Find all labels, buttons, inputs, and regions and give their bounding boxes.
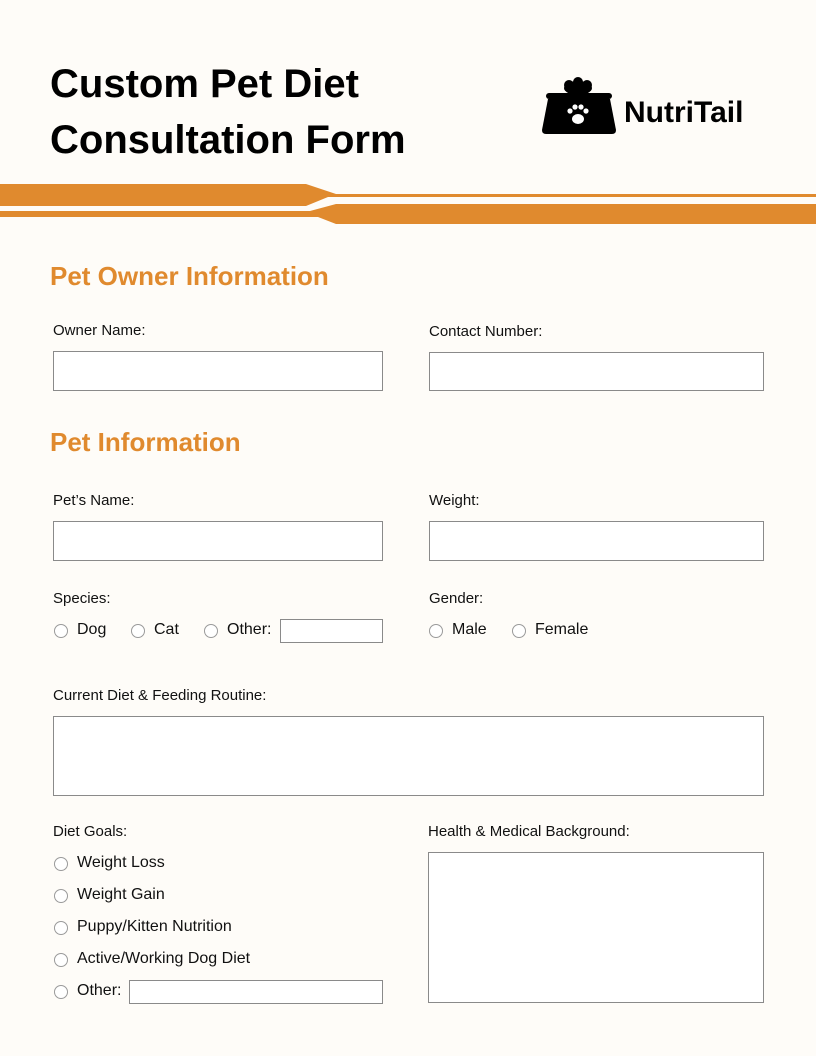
health-textarea[interactable]	[428, 852, 764, 1003]
gender-female-label: Female	[535, 621, 589, 638]
pet-name-label: Pet’s Name:	[53, 492, 135, 509]
diet-routine-textarea[interactable]	[53, 716, 764, 796]
species-cat-label: Cat	[154, 621, 179, 638]
gender-male-radio[interactable]	[429, 624, 443, 638]
brand-logo	[538, 76, 778, 140]
goal-puppy-kitten-label: Puppy/Kitten Nutrition	[77, 918, 232, 935]
goal-puppy-kitten-radio[interactable]	[54, 921, 68, 935]
owner-name-label: Owner Name:	[53, 322, 146, 339]
section-title-pet: Pet Information	[50, 427, 241, 457]
gender-male-label: Male	[452, 621, 487, 638]
pet-bowl-icon	[538, 76, 620, 138]
contact-number-label: Contact Number:	[429, 323, 543, 340]
species-dog-radio[interactable]	[54, 624, 68, 638]
goal-active-working-radio[interactable]	[54, 953, 68, 967]
title-line-1: Custom Pet Diet	[50, 62, 359, 106]
section-title-owner: Pet Owner Information	[50, 261, 329, 291]
gender-label: Gender:	[429, 590, 484, 607]
species-other-radio[interactable]	[204, 624, 218, 638]
species-dog-label: Dog	[77, 621, 107, 638]
species-label: Species:	[53, 590, 111, 607]
species-other-field[interactable]	[280, 619, 383, 643]
weight-field[interactable]	[429, 521, 764, 561]
health-label: Health & Medical Background:	[428, 823, 630, 840]
goal-weight-gain-label: Weight Gain	[77, 886, 165, 903]
goal-weight-loss-radio[interactable]	[54, 857, 68, 871]
gender-female-radio[interactable]	[512, 624, 526, 638]
goal-weight-gain-radio[interactable]	[54, 889, 68, 903]
goal-other-field[interactable]	[129, 980, 383, 1004]
contact-number-field[interactable]	[429, 352, 764, 391]
title-line-2: Consultation Form	[50, 118, 406, 162]
weight-label: Weight:	[429, 492, 480, 509]
species-other-label: Other:	[227, 621, 272, 638]
goal-other-radio[interactable]	[54, 985, 68, 999]
diet-goals-label: Diet Goals:	[53, 823, 128, 840]
pet-name-field[interactable]	[53, 521, 383, 561]
page-title	[50, 56, 490, 168]
species-cat-radio[interactable]	[131, 624, 145, 638]
header-divider-band	[0, 184, 816, 228]
owner-name-field[interactable]	[53, 351, 383, 391]
goal-active-working-label: Active/Working Dog Diet	[77, 950, 251, 967]
goal-other-label: Other:	[77, 982, 122, 999]
brand-name: NutriTail	[624, 96, 744, 129]
goal-weight-loss-label: Weight Loss	[77, 854, 165, 871]
diet-routine-label: Current Diet & Feeding Routine:	[53, 687, 267, 704]
